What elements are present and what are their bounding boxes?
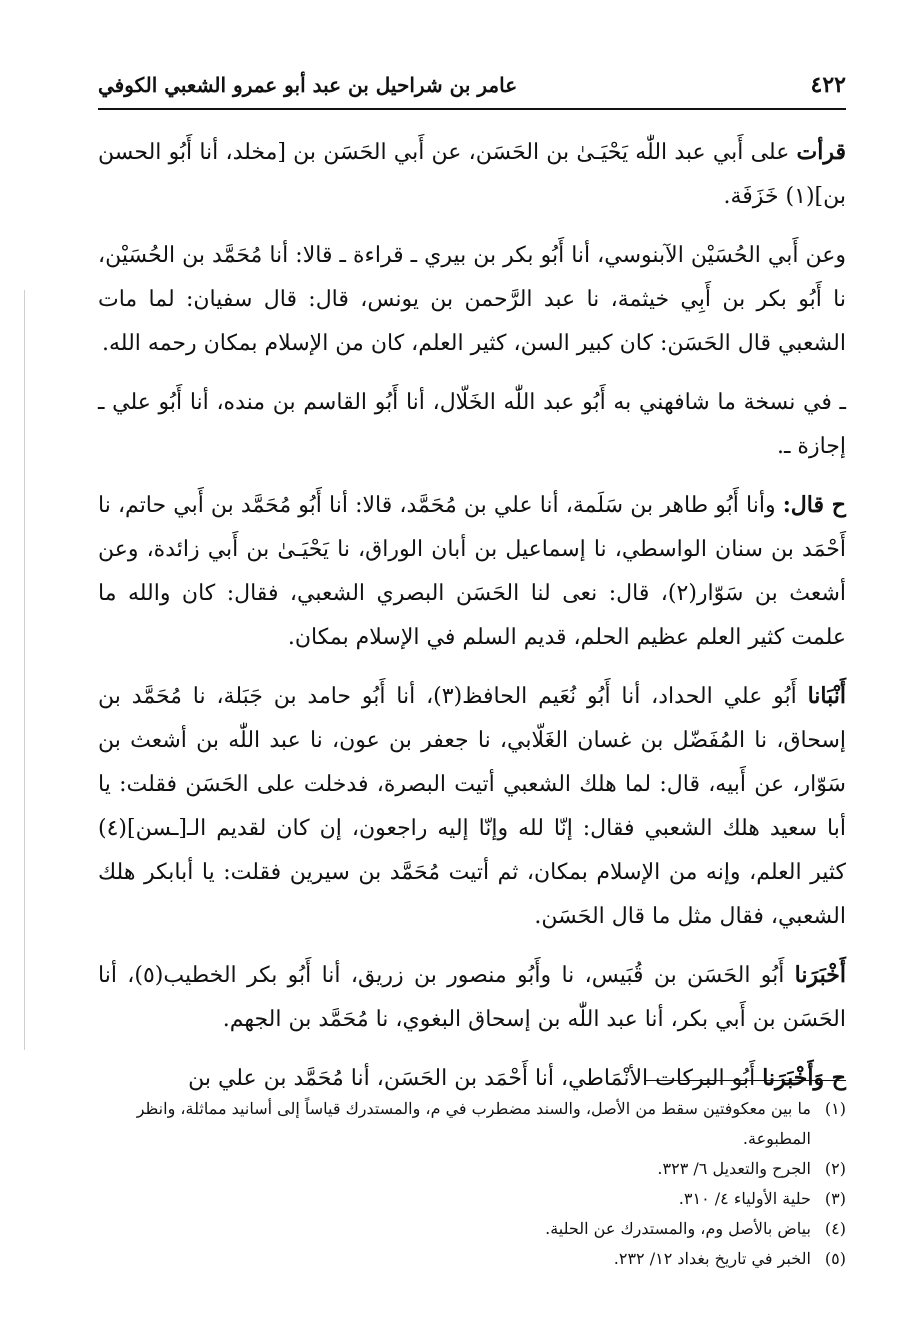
footnotes xyxy=(98,1094,846,1274)
running-header xyxy=(98,62,846,110)
paragraph-3 xyxy=(98,380,846,469)
footnote-separator xyxy=(646,1080,846,1081)
paragraph-2 xyxy=(98,233,846,366)
footnote-2 xyxy=(98,1154,846,1184)
paragraph-text: أَبُو البركات الأنْمَاطي، أنا أَحْمَد بن الحَسَن، أنا مُحَمَّد بن علي بن xyxy=(188,1066,763,1091)
paragraph-lead: أَخْبَرَنا xyxy=(794,962,846,988)
paragraph-text: أَبُو علي الحداد، أنا أَبُو نُعَيم الحافظ(٣)، أنا أَبُو حامد بن جَبَلة، نا مُحَمَّد بن إسحاق، نا المُفَضّل بن غسان الغَلّابي، نا جعفر بن عون، نا عبد اللّٰه بن أشعث بن سَوّار، عن أَبيه، قال: لما هلك الشعبي أتيت البصرة، فدخلت على الحَسَن فقلت: يا أبا سعيد هلك الشعبي فقال: إنّا لله وإنّا إليه راجعون، إن كان لقديم الـ[ـسن](٤) كثير العلم، وإنه من الإسلام بمكان، ثم أتيت مُحَمَّد بن سيرين فقلت: يا أبابكر هلك الشعبي، فقال مثل ما قال الحَسَن. xyxy=(98,684,846,929)
footnote-number: (٥) xyxy=(824,1249,846,1268)
paragraph-text: ـ في نسخة ما شافهني به أَبُو عبد اللّٰه الخَلّال، أنا أَبُو القاسم بن منده، أنا أَبُو علي ـ إجازة ـ. xyxy=(98,390,846,459)
paragraph-5 xyxy=(98,674,846,939)
footnote-number: (١) xyxy=(824,1099,846,1118)
footnote-text: بياض بالأصل وم، والمستدرك عن الحلية. xyxy=(545,1219,811,1238)
paragraph-text: أَبُو الحَسَن بن قُبَيس، نا وأَبُو منصور بن زريق، أنا أَبُو بكر الخطيب(٥)، أنا الحَسَن بن أَبي بكر، أنا عبد اللّٰه بن إسحاق البغوي، نا مُحَمَّد بن الجهم. xyxy=(98,963,846,1032)
footnote-text: ما بين معكوفتين سقط من الأصل، والسند مضطرب في م، والمستدرك قياساً إلى أسانيد مماثلة، وانظر المطبوعة. xyxy=(136,1099,811,1148)
paragraph-text: على أَبي عبد اللّٰه يَحْيَـىٰ بن الحَسَن، عن أَبي الحَسَن بن [مخلد، أنا أَبُو الحسن بن](١) خَزَفَة. xyxy=(98,140,846,209)
paragraph-4 xyxy=(98,483,846,660)
footnote-1 xyxy=(98,1094,846,1154)
footnote-4 xyxy=(98,1214,846,1244)
footnote-text: الخبر في تاريخ بغداد ١٢/ ٢٣٢. xyxy=(613,1249,811,1268)
paragraph-lead: ح قال: xyxy=(782,492,847,518)
scan-margin-line xyxy=(24,290,25,1050)
footnote-number: (٤) xyxy=(824,1219,846,1238)
footnote-5 xyxy=(98,1244,846,1274)
footnote-number: (٣) xyxy=(824,1189,846,1208)
paragraph-6 xyxy=(98,953,846,1042)
footnote-number: (٢) xyxy=(824,1159,846,1178)
paragraph-1 xyxy=(98,130,846,219)
footnote-text: الجرح والتعديل ٦/ ٣٢٣. xyxy=(657,1159,811,1178)
footnote-3 xyxy=(98,1184,846,1214)
footnote-text: حلية الأولياء ٤/ ٣١٠. xyxy=(678,1189,811,1208)
page-number: ٤٢٢ xyxy=(810,72,846,98)
running-title: عامر بن شراحيل بن عبد أبو عمرو الشعبي الكوفي xyxy=(98,73,518,97)
paragraph-text: وأنا أَبُو طاهر بن سَلَمة، أنا علي بن مُحَمَّد، قالا: أنا أَبُو مُحَمَّد بن أَبي حاتم، نا أَحْمَد بن سنان الواسطي، نا إسماعيل بن أبان الوراق، نا يَحْيَـىٰ بن أَبي زائدة، وعن أشعث بن سَوّار(٢)، قال: نعى لنا الحَسَن البصري الشعبي، فقال: كان والله ما علمت كثير العلم عظيم الحلم، قديم السلم في الإسلام بمكان. xyxy=(98,493,846,650)
paragraph-lead: أَنْبَانا xyxy=(807,683,846,709)
main-text xyxy=(98,130,846,1115)
paragraph-text: وعن أَبي الحُسَيْن الآبنوسي، أنا أَبُو بكر بن بيري ـ قراءة ـ قالا: أنا مُحَمَّد بن الحُسَيْن، نا أَبُو بكر بن أَبِي خيثمة، نا عبد الرَّحمن بن يونس، قال: قال سفيان: لما مات الشعبي قال الحَسَن: كان كبير السن، كثير العلم، كان من الإسلام بمكان رحمه الله. xyxy=(98,243,846,356)
paragraph-lead: ح وَأَخْبَرَنا xyxy=(762,1065,846,1091)
paragraph-lead: قرأت xyxy=(796,139,846,165)
